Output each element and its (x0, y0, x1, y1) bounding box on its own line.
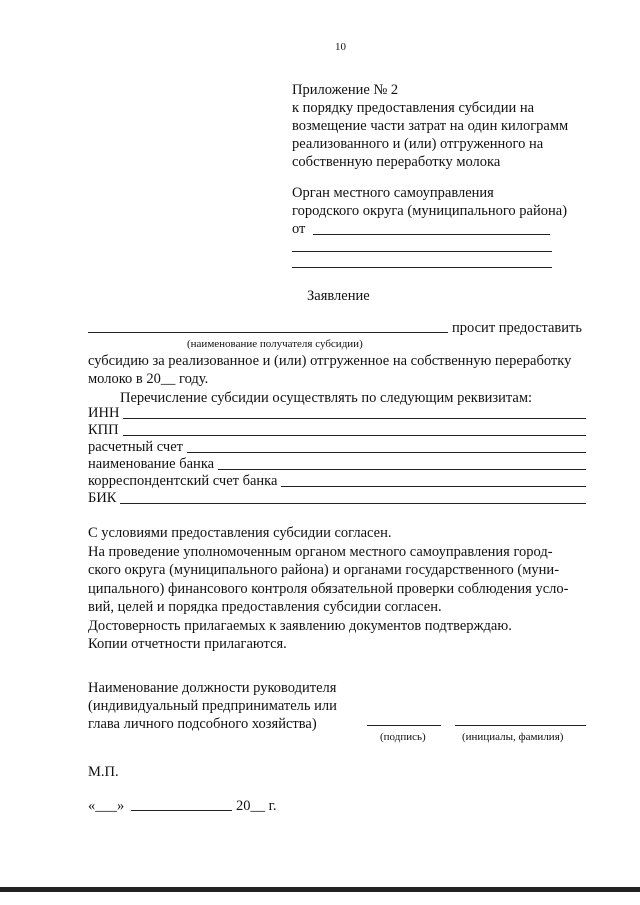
from-field-line-3[interactable] (292, 267, 552, 268)
signature-caption: (подпись) (380, 731, 426, 743)
consent-line: вий, целей и порядка предоставления субсидии согласен. (88, 599, 442, 615)
name-line[interactable] (455, 725, 586, 726)
consent-line: ципального) финансового контроля обязательной проверки соблюдения усло- (88, 580, 569, 597)
consent-line: ского округа (муниципального района) и органами государственного (муни- (88, 562, 560, 578)
signature-line[interactable] (367, 725, 441, 726)
inn-field[interactable] (88, 404, 586, 422)
request-asks-text: просит предоставить (452, 320, 582, 336)
recipient-caption: (наименование получателя субсидии) (187, 338, 363, 350)
kpp-field[interactable] (88, 421, 586, 439)
addressee-line-2: городского округа (муниципального района) (292, 203, 568, 219)
date-month-line[interactable] (131, 810, 232, 811)
appendix-line: реализованного и (или) отгруженного на (292, 136, 544, 152)
from-field-line-2[interactable] (292, 251, 552, 252)
corr-account-label: корреспондентский счет банка (88, 473, 278, 489)
consent-block (88, 524, 588, 654)
from-label: от (292, 221, 306, 237)
date-day: «___» (88, 798, 125, 814)
request-line-2: молоко в 20__ году. (88, 371, 209, 387)
bik-field[interactable] (88, 489, 586, 507)
corr-account-field[interactable] (88, 472, 586, 490)
request-line-1: субсидию за реализованное и (или) отгруженное на собственную переработку (88, 353, 572, 369)
position-line: глава личного подсобного хозяйства) (88, 716, 317, 732)
name-caption: (инициалы, фамилия) (462, 731, 564, 743)
date-year: 20__ г. (236, 798, 277, 814)
bik-input-line[interactable] (120, 503, 586, 504)
inn-label: ИНН (88, 405, 120, 421)
bank-name-input-line[interactable] (218, 469, 586, 470)
consent-line: На проведение уполномоченным органом местного самоуправления город- (88, 543, 553, 560)
stamp-label: М.П. (88, 764, 119, 780)
account-field[interactable] (88, 438, 586, 456)
page-bottom-edge (0, 887, 640, 892)
account-label: расчетный счет (88, 439, 183, 455)
consent-line: С условиями предоставления субсидии согласен. (88, 525, 392, 541)
account-input-line[interactable] (187, 452, 586, 453)
kpp-input-line[interactable] (123, 435, 586, 436)
document-title: Заявление (307, 288, 370, 304)
appendix-header (292, 81, 568, 171)
bank-name-field[interactable] (88, 455, 586, 473)
consent-line: Достоверность прилагаемых к заявлению документов подтверждаю. (88, 617, 512, 634)
addressee-line-1: Орган местного самоуправления (292, 185, 494, 201)
page-number: 10 (335, 41, 346, 53)
appendix-line: Приложение № 2 (292, 82, 399, 98)
corr-account-input-line[interactable] (281, 486, 586, 487)
consent-line: Копии отчетности прилагаются. (88, 636, 287, 652)
inn-input-line[interactable] (123, 418, 586, 419)
bik-label: БИК (88, 490, 117, 506)
position-line: Наименование должности руководителя (88, 680, 337, 696)
from-field-line[interactable] (313, 234, 550, 235)
requisites-intro: Перечисление субсидии осуществлять по следующим реквизитам: (120, 390, 533, 406)
position-title-block (88, 679, 337, 733)
appendix-line: к порядку предоставления субсидии на (292, 100, 535, 116)
appendix-line: собственную переработку молока (292, 154, 501, 170)
kpp-label: КПП (88, 422, 119, 438)
recipient-name-line[interactable] (88, 332, 448, 333)
bank-name-label: наименование банка (88, 456, 215, 472)
appendix-line: возмещение части затрат на один килограмм (292, 118, 569, 134)
position-line: (индивидуальный предприниматель или (88, 698, 337, 714)
